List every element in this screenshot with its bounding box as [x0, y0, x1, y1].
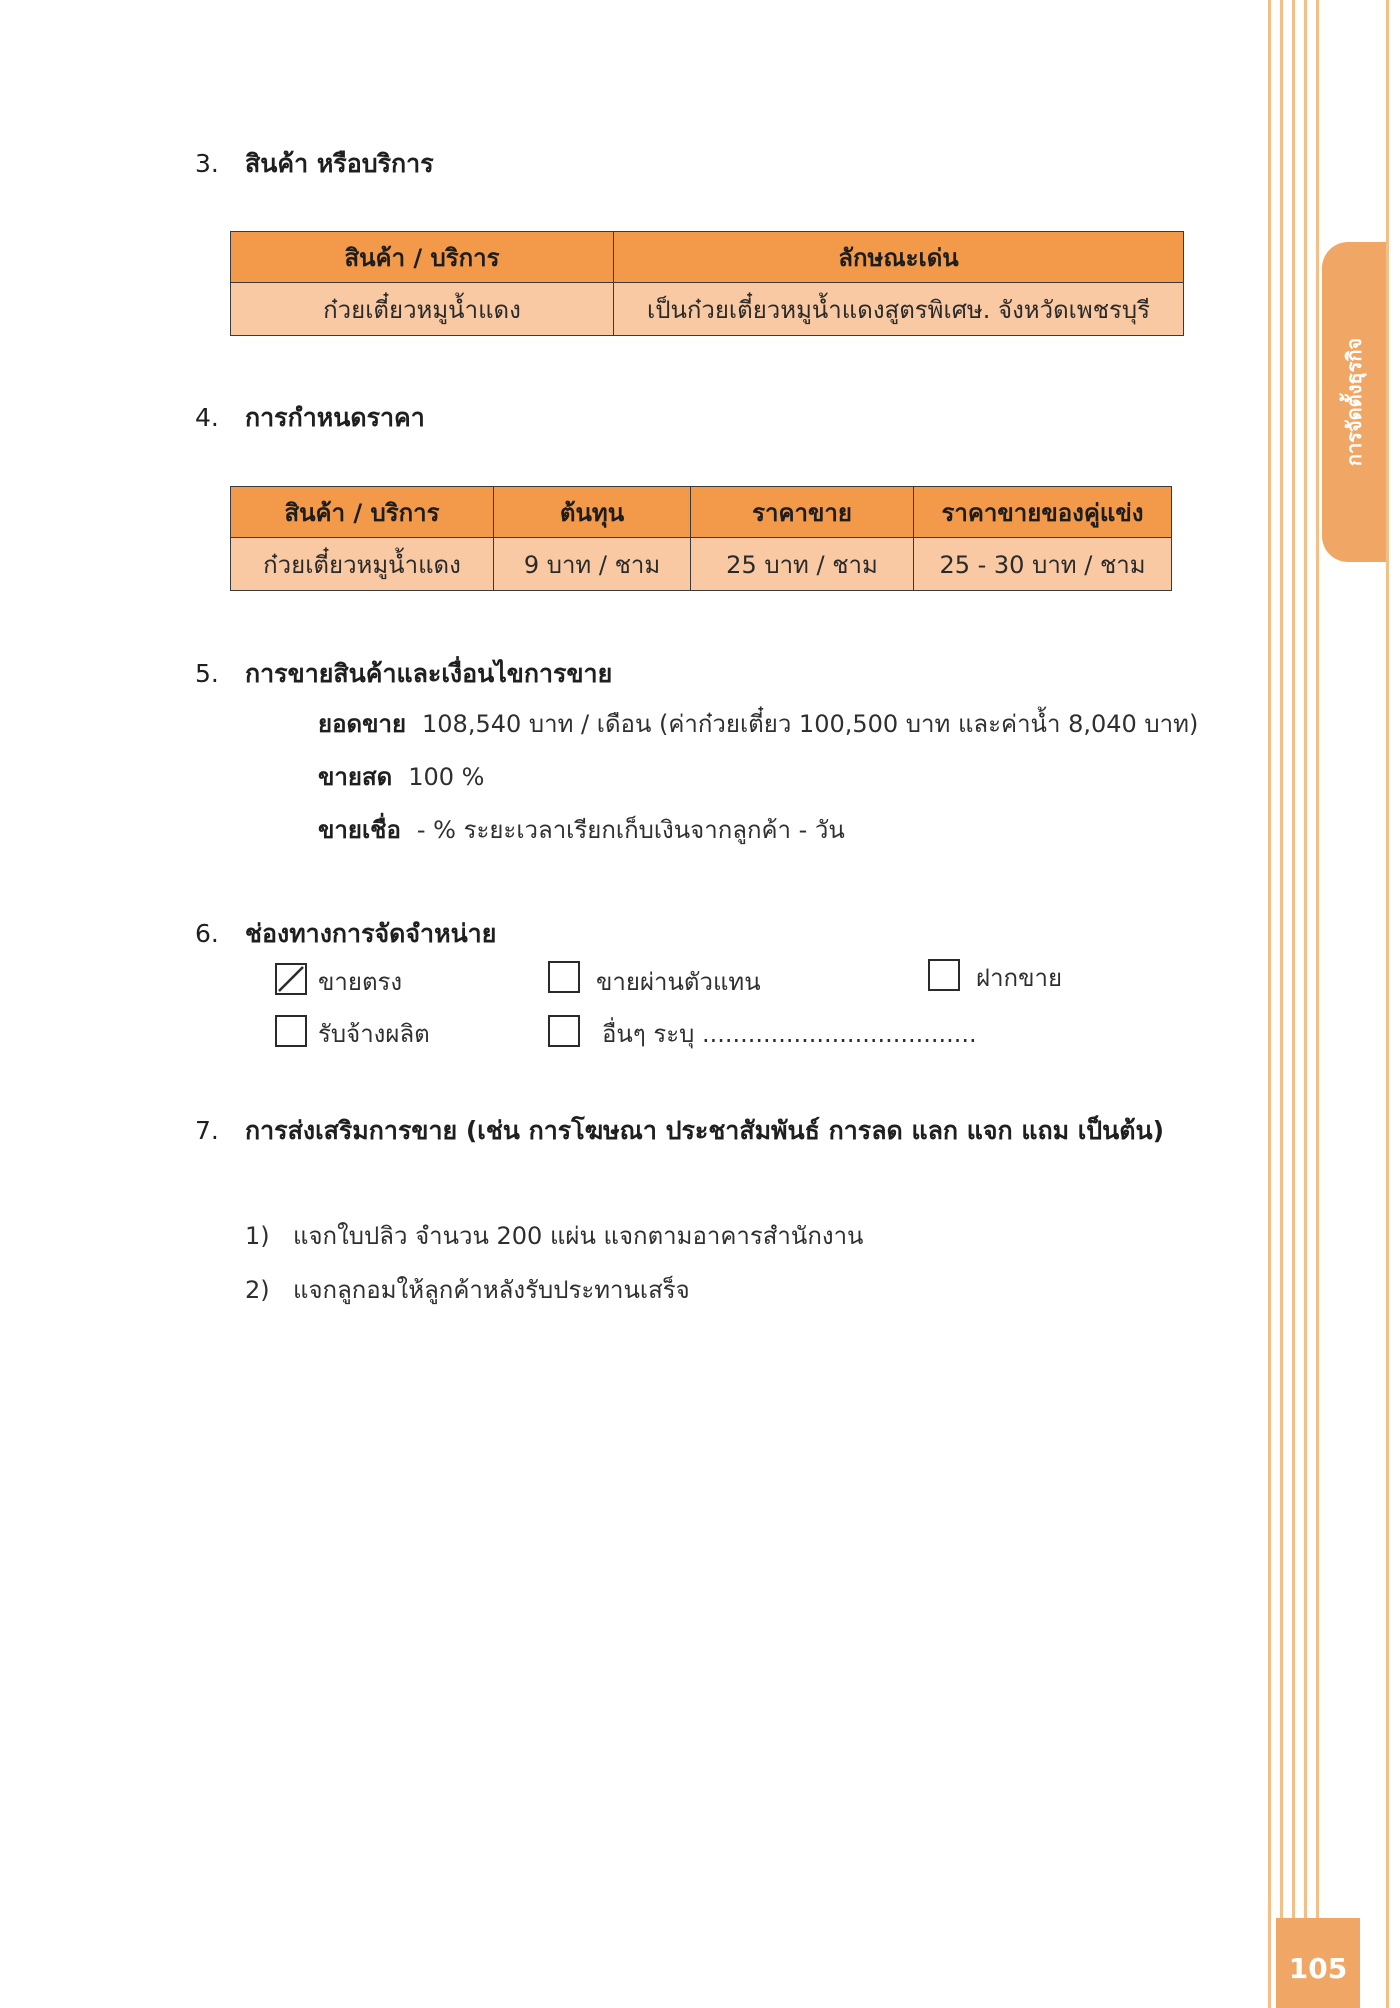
sales-value: 108,540 บาท / เดือน (ค่าก๋วยเตี๋ยว 100,500 บาท และค่าน้ำ 8,040 บาท): [422, 710, 1199, 738]
table-row: [231, 283, 1184, 336]
checkbox-label: รับจ้างผลิต: [318, 1020, 430, 1048]
product-table: [230, 231, 1184, 336]
table-header: ต้นทุน: [494, 487, 691, 538]
checkbox-agent-sale[interactable]: [548, 961, 580, 993]
section-title-text: การขายสินค้าและเงื่อนไขการขาย: [245, 659, 613, 688]
cash-value: 100 %: [408, 763, 485, 791]
section-7-title: [195, 1106, 1195, 1156]
section-title-text: สินค้า หรือบริการ: [245, 149, 434, 178]
page-number: 105: [1288, 1952, 1348, 1985]
table-cell: ก๋วยเตี๋ยวหมูน้ำแดง: [231, 283, 614, 336]
sales-label: ยอดขาย: [318, 710, 407, 738]
section-number: 6.: [195, 919, 219, 948]
checkmark-icon: [277, 965, 305, 993]
list-item-text: แจกใบปลิว จำนวน 200 แผ่น แจกตามอาคารสำนักงาน: [293, 1222, 864, 1250]
credit-line: [318, 810, 845, 849]
credit-label: ขายเชื่อ: [318, 816, 401, 844]
section-number: 4.: [195, 403, 219, 432]
margin-stripe: [1280, 0, 1283, 2008]
table-cell: 9 บาท / ชาม: [494, 538, 691, 591]
list-item-number: 1): [245, 1222, 270, 1250]
section-number: 5.: [195, 659, 219, 688]
table-header: ราคาขาย: [691, 487, 914, 538]
pricing-table: [230, 486, 1172, 591]
list-item-number: 2): [245, 1276, 270, 1304]
section-5-title: [195, 654, 612, 694]
list-item-text: แจกลูกอมให้ลูกค้าหลังรับประทานเสร็จ: [293, 1276, 690, 1304]
table-row: [231, 538, 1172, 591]
table-header: ลักษณะเด่น: [614, 232, 1184, 283]
section-3-title: [195, 144, 434, 184]
checkbox-label: ขายผ่านตัวแทน: [596, 968, 761, 996]
section-title-text: การส่งเสริมการขาย (เช่น การโฆษณา ประชาสัมพันธ์ การลด แลก แจก แถม เป็นต้น): [245, 1116, 1165, 1145]
checkbox-label: อื่นๆ ระบุ ....................................: [602, 1020, 977, 1048]
checkbox-contract-manufacturing[interactable]: [275, 1015, 307, 1047]
table-cell: เป็นก๋วยเตี๋ยวหมูน้ำแดงสูตรพิเศษ. จังหวัดเพชรบุรี: [614, 283, 1184, 336]
list-item: [245, 1270, 690, 1309]
table-cell: ก๋วยเตี๋ยวหมูน้ำแดง: [231, 538, 494, 591]
table-header-row: [231, 487, 1172, 538]
section-title-text: ช่องทางการจัดจำหน่าย: [245, 919, 497, 948]
checkbox-consignment[interactable]: [928, 959, 960, 991]
table-header: สินค้า / บริการ: [231, 487, 494, 538]
cash-line: [318, 757, 484, 796]
list-item: [245, 1216, 863, 1255]
checkbox-direct-sale[interactable]: [275, 963, 307, 995]
section-number: 3.: [195, 149, 219, 178]
checkbox-label: ฝากขาย: [976, 964, 1063, 992]
section-6-title: [195, 914, 496, 954]
sales-line: [318, 704, 1198, 743]
section-number: 7.: [195, 1116, 219, 1145]
margin-stripe: [1304, 0, 1307, 2008]
table-header: สินค้า / บริการ: [231, 232, 614, 283]
checkbox-other[interactable]: [548, 1015, 580, 1047]
credit-value: - % ระยะเวลาเรียกเก็บเงินจากลูกค้า - วัน: [416, 816, 845, 844]
margin-stripe: [1386, 0, 1389, 2008]
margin-stripe: [1268, 0, 1271, 2008]
chapter-tab-label: การจัดตั้งธุรกิจ: [1342, 337, 1366, 467]
table-cell: 25 - 30 บาท / ชาม: [914, 538, 1172, 591]
table-header-row: [231, 232, 1184, 283]
margin-stripe: [1316, 0, 1319, 2008]
section-4-title: [195, 398, 425, 438]
table-header: ราคาขายของคู่แข่ง: [914, 487, 1172, 538]
cash-label: ขายสด: [318, 763, 393, 791]
checkbox-label: ขายตรง: [318, 968, 403, 996]
table-cell: 25 บาท / ชาม: [691, 538, 914, 591]
section-title-text: การกำหนดราคา: [245, 403, 425, 432]
margin-stripe: [1292, 0, 1295, 2008]
